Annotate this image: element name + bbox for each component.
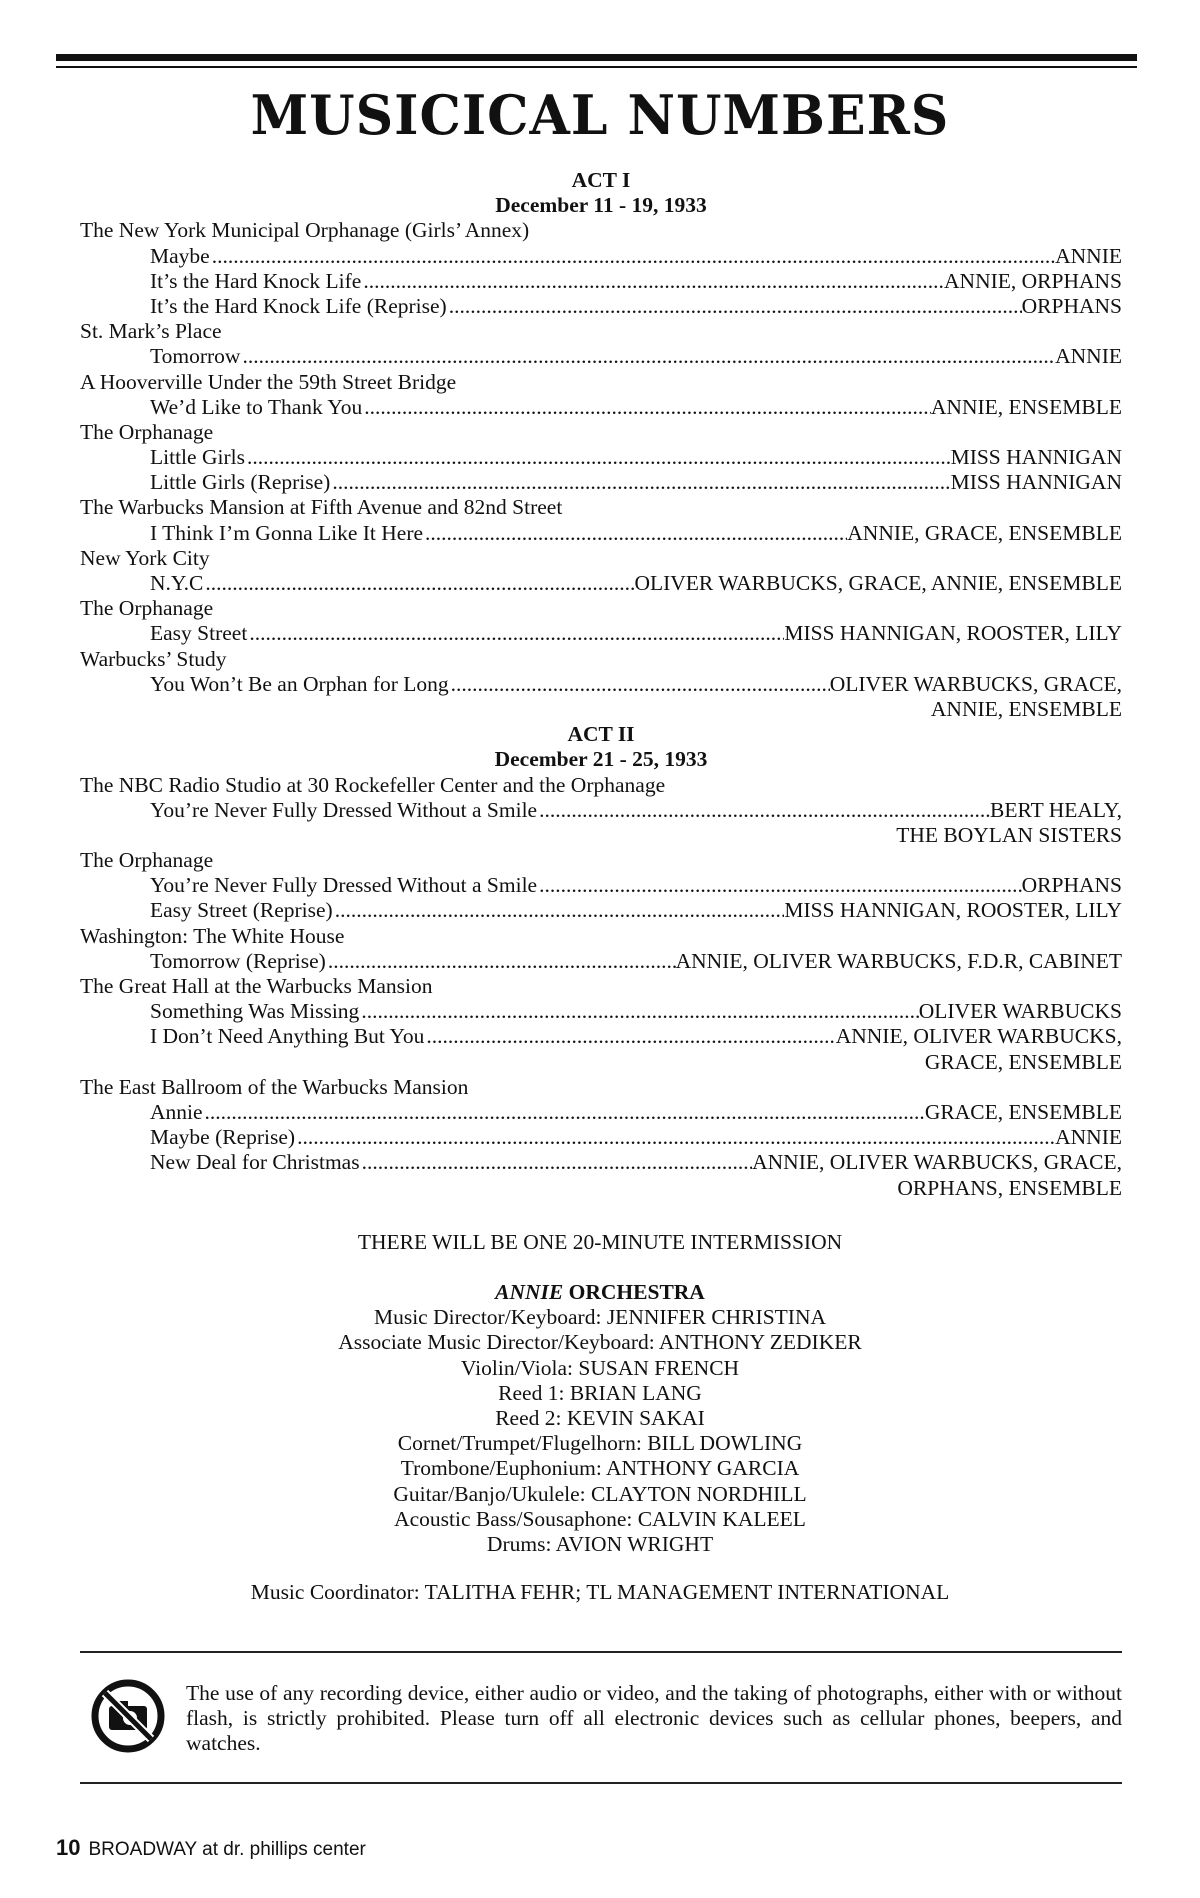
scene-heading: A Hooverville Under the 59th Street Bridge xyxy=(80,369,457,394)
song-performers: ANNIE, ENSEMBLE xyxy=(930,394,1122,419)
orchestra-member: Drums: AVION WRIGHT xyxy=(486,1532,714,1557)
song-performers: GRACE, ENSEMBLE xyxy=(924,1099,1122,1124)
song-title: Maybe xyxy=(150,243,210,268)
scene-heading: The East Ballroom of the Warbucks Mansion xyxy=(80,1074,469,1099)
song-performers: ANNIE xyxy=(1055,344,1122,369)
song-performers: MISS HANNIGAN, ROOSTER, LILY xyxy=(784,621,1122,646)
scene-heading: The Orphanage xyxy=(80,419,214,444)
song-performers: ANNIE, GRACE, ENSEMBLE xyxy=(847,520,1122,545)
song-performers: ANNIE, OLIVER WARBUCKS, xyxy=(835,1024,1122,1049)
orchestra-section xyxy=(0,1280,1200,1557)
scene-heading: New York City xyxy=(80,545,210,570)
top-thick-rule xyxy=(56,54,1137,61)
orchestra-title xyxy=(0,1280,1200,1305)
song-row xyxy=(80,1100,1122,1125)
scene-heading: The NBC Radio Studio at 30 Rockefeller Center and the Orphanage xyxy=(80,772,666,797)
scene-heading: The Great Hall at the Warbucks Mansion xyxy=(80,974,433,998)
song-title: It’s the Hard Knock Life xyxy=(150,268,362,293)
song-title: Easy Street (Reprise) xyxy=(150,898,333,923)
song-row xyxy=(80,244,1122,269)
dot-leader xyxy=(240,344,1055,369)
page-footer xyxy=(56,1835,366,1861)
musical-numbers-list xyxy=(80,168,1122,1201)
dot-leader xyxy=(333,898,785,923)
song-title: Easy Street xyxy=(150,621,248,646)
song-row xyxy=(80,294,1122,319)
song-performers: ORPHANS xyxy=(1021,293,1122,318)
song-performers: MISS HANNIGAN, ROOSTER, LILY xyxy=(784,898,1122,923)
song-row xyxy=(80,269,1122,294)
song-row xyxy=(80,873,1122,898)
act-1-rows xyxy=(80,218,1122,722)
song-row xyxy=(80,470,1122,495)
dot-leader xyxy=(210,244,1055,269)
song-title: I Don’t Need Anything But You xyxy=(150,1024,425,1049)
orchestra-member: Guitar/Banjo/Ukulele: CLAYTON NORDHILL xyxy=(393,1481,807,1506)
song-title: Little Girls xyxy=(150,445,245,470)
song-performers: ANNIE, OLIVER WARBUCKS, GRACE, xyxy=(752,1150,1122,1175)
song-row xyxy=(80,571,1122,596)
song-title: It’s the Hard Knock Life (Reprise) xyxy=(150,293,447,318)
song-title: You’re Never Fully Dressed Without a Smile xyxy=(150,873,538,898)
music-coordinator: Music Coordinator: TALITHA FEHR; TL MANAGEMENT INTERNATIONAL xyxy=(250,1580,950,1604)
song-title: Tomorrow (Reprise) xyxy=(150,948,326,973)
dot-leader xyxy=(245,445,951,470)
performers-continued: ORPHANS, ENSEMBLE xyxy=(897,1175,1122,1200)
orchestra-member: Music Director/Keyboard: JENNIFER CHRISTINA xyxy=(373,1305,827,1330)
orchestra-member: Violin/Viola: SUSAN FRENCH xyxy=(460,1355,740,1380)
orchestra-member: Acoustic Bass/Sousaphone: CALVIN KALEEL xyxy=(394,1506,806,1531)
song-title: N.Y.C xyxy=(150,571,204,595)
song-performers: OLIVER WARBUCKS, GRACE, xyxy=(829,671,1122,696)
page-number: 10 xyxy=(56,1835,81,1860)
intermission-note: THERE WILL BE ONE 20-MINUTE INTERMISSION xyxy=(357,1230,843,1254)
no-camera-icon xyxy=(90,1678,166,1754)
song-title: Little Girls (Reprise) xyxy=(150,470,331,495)
scene-heading: The New York Municipal Orphanage (Girls’ Annex) xyxy=(80,218,530,243)
scene-heading: The Orphanage xyxy=(80,848,214,873)
dot-leader xyxy=(424,1024,835,1049)
scene-heading: The Warbucks Mansion at Fifth Avenue and 82nd Street xyxy=(80,495,563,520)
song-row xyxy=(80,621,1122,646)
song-performers: ANNIE xyxy=(1055,243,1122,268)
song-performers: ANNIE, OLIVER WARBUCKS, F.D.R, CABINET xyxy=(675,948,1122,973)
dot-leader xyxy=(537,873,1022,898)
act-1-dates: December 11 - 19, 1933 xyxy=(495,193,707,218)
scene-heading: St. Mark’s Place xyxy=(80,319,222,344)
song-row xyxy=(80,798,1122,823)
orchestra-title-show: ANNIE xyxy=(495,1280,564,1304)
orchestra-member: Reed 2: KEVIN SAKAI xyxy=(495,1406,705,1431)
song-performers: ANNIE, ORPHANS xyxy=(944,268,1122,293)
song-row xyxy=(80,999,1122,1024)
song-title: Something Was Missing xyxy=(150,999,360,1024)
scene-heading: Warbucks’ Study xyxy=(80,646,227,671)
dot-leader xyxy=(295,1125,1055,1150)
dot-leader xyxy=(447,294,1022,319)
dot-leader xyxy=(537,798,990,823)
song-row xyxy=(80,521,1122,546)
orchestra-member: Associate Music Director/Keyboard: ANTHONY ZEDIKER xyxy=(338,1330,862,1355)
dot-leader xyxy=(423,521,847,546)
dot-leader xyxy=(326,949,676,974)
act-2-label: ACT II xyxy=(567,722,635,747)
song-row xyxy=(80,1150,1122,1175)
top-thin-rule xyxy=(56,66,1137,68)
song-row xyxy=(80,898,1122,923)
act-2-dates: December 21 - 25, 1933 xyxy=(494,747,708,772)
orchestra-title-word: ORCHESTRA xyxy=(563,1280,705,1304)
publication-name: BROADWAY at dr. phillips center xyxy=(88,1839,366,1860)
dot-leader xyxy=(203,1100,925,1125)
orchestra-member: Trombone/Euphonium: ANTHONY GARCIA xyxy=(400,1456,800,1481)
song-row xyxy=(80,445,1122,470)
dot-leader xyxy=(247,621,784,646)
song-performers: OLIVER WARBUCKS xyxy=(918,999,1122,1024)
orchestra-members xyxy=(0,1305,1200,1557)
scene-heading: Washington: The White House xyxy=(80,923,345,948)
song-performers: OLIVER WARBUCKS, GRACE, ANNIE, ENSEMBLE xyxy=(634,571,1122,595)
song-performers: ORPHANS xyxy=(1021,873,1122,898)
page-title: MUSICICAL NUMBERS xyxy=(250,83,950,148)
notice-bottom-rule xyxy=(80,1782,1122,1784)
dot-leader xyxy=(359,999,918,1024)
orchestra-member: Reed 1: BRIAN LANG xyxy=(498,1380,702,1405)
act-1-label: ACT I xyxy=(571,168,631,192)
scene-heading: The Orphanage xyxy=(80,596,214,621)
song-performers: MISS HANNIGAN xyxy=(950,445,1122,470)
act-2-rows xyxy=(80,773,1122,1201)
song-title: I Think I’m Gonna Like It Here xyxy=(150,520,424,545)
song-row xyxy=(80,1125,1122,1150)
song-title: Tomorrow xyxy=(150,344,241,369)
song-title: You’re Never Fully Dressed Without a Smile xyxy=(150,797,538,822)
song-row xyxy=(80,949,1122,974)
recording-notice: The use of any recording device, either audio or video, and the taking of photographs, either with or without flash, is strictly prohibited. Please turn off all electronic devices such as cellular phones, beepers, and watches. xyxy=(186,1681,1122,1755)
dot-leader xyxy=(203,571,634,596)
dot-leader xyxy=(449,672,830,697)
song-row xyxy=(80,344,1122,369)
song-row xyxy=(80,672,1122,697)
performers-continued: THE BOYLAN SISTERS xyxy=(896,822,1122,847)
orchestra-member: Cornet/Trumpet/Flugelhorn: BILL DOWLING xyxy=(397,1431,803,1456)
song-title: Maybe (Reprise) xyxy=(150,1125,296,1150)
song-title: Annie xyxy=(150,1099,203,1124)
dot-leader xyxy=(360,1150,753,1175)
song-performers: MISS HANNIGAN xyxy=(950,470,1122,495)
dot-leader xyxy=(330,470,950,495)
song-performers: BERT HEALY, xyxy=(990,797,1122,822)
song-title: You Won’t Be an Orphan for Long xyxy=(150,671,449,696)
notice-top-rule xyxy=(80,1651,1122,1653)
song-row xyxy=(80,1024,1122,1049)
song-title: New Deal for Christmas xyxy=(150,1150,360,1175)
song-title: We’d Like to Thank You xyxy=(150,394,363,419)
dot-leader xyxy=(361,269,944,294)
song-performers: ANNIE xyxy=(1055,1125,1122,1150)
dot-leader xyxy=(362,395,931,420)
performers-continued: GRACE, ENSEMBLE xyxy=(924,1049,1122,1074)
performers-continued: ANNIE, ENSEMBLE xyxy=(930,696,1122,721)
song-row xyxy=(80,395,1122,420)
